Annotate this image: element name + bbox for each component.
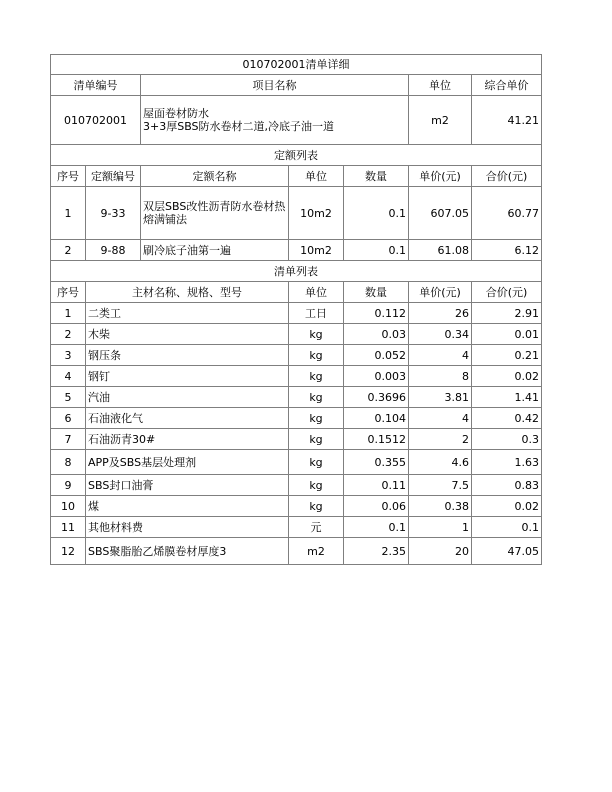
material-name: 二类工	[86, 303, 289, 324]
quota-name-header: 定额名称	[141, 166, 289, 187]
material-qty: 0.1512	[344, 429, 409, 450]
material-rows	[51, 303, 542, 565]
bill-code-header: 清单编号	[51, 75, 141, 96]
material-total: 0.3	[472, 429, 542, 450]
material-unit: kg	[289, 324, 344, 345]
material-total: 1.41	[472, 387, 542, 408]
material-unit: kg	[289, 345, 344, 366]
material-price: 3.81	[409, 387, 472, 408]
material-qty-header: 数量	[344, 282, 409, 303]
quota-price: 607.05	[409, 187, 472, 240]
material-unit: kg	[289, 496, 344, 517]
material-unit: kg	[289, 408, 344, 429]
quota-name: 刷冷底子油第一遍	[141, 240, 289, 261]
material-total: 2.91	[472, 303, 542, 324]
item-unit-header: 单位	[409, 75, 472, 96]
material-total: 47.05	[472, 538, 542, 565]
table-row	[51, 517, 542, 538]
material-price: 4	[409, 408, 472, 429]
material-price: 4	[409, 345, 472, 366]
material-qty: 0.003	[344, 366, 409, 387]
material-name: 钢钉	[86, 366, 289, 387]
table-row	[51, 408, 542, 429]
item-unit-price: 41.21	[472, 96, 542, 145]
material-total: 1.63	[472, 450, 542, 475]
material-name: 其他材料费	[86, 517, 289, 538]
material-no: 8	[51, 450, 86, 475]
material-qty: 0.03	[344, 324, 409, 345]
table-row	[51, 240, 542, 261]
quota-unit-header: 单位	[289, 166, 344, 187]
material-no: 1	[51, 303, 86, 324]
material-no: 4	[51, 366, 86, 387]
table-row	[51, 450, 542, 475]
material-no: 6	[51, 408, 86, 429]
item-name-header: 项目名称	[141, 75, 409, 96]
quota-code: 9-88	[86, 240, 141, 261]
material-unit: kg	[289, 450, 344, 475]
material-unit: kg	[289, 366, 344, 387]
material-total: 0.1	[472, 517, 542, 538]
quota-qty: 0.1	[344, 187, 409, 240]
material-no: 11	[51, 517, 86, 538]
table-row	[51, 345, 542, 366]
material-price: 20	[409, 538, 472, 565]
material-qty: 0.104	[344, 408, 409, 429]
item-name-line2: 3+3厚SBS防水卷材二道,冷底子油一道	[143, 120, 335, 133]
table-row	[51, 538, 542, 565]
quota-section-title: 定额列表	[51, 145, 542, 166]
item-description	[141, 96, 409, 145]
material-name: APP及SBS基层处理剂	[86, 450, 289, 475]
item-unit: m2	[409, 96, 472, 145]
material-unit: 工日	[289, 303, 344, 324]
table-row	[51, 366, 542, 387]
material-total: 0.83	[472, 475, 542, 496]
quota-price-header: 单价(元)	[409, 166, 472, 187]
material-no: 2	[51, 324, 86, 345]
quota-price: 61.08	[409, 240, 472, 261]
table-row	[51, 475, 542, 496]
material-qty: 0.355	[344, 450, 409, 475]
quota-code-header: 定额编号	[86, 166, 141, 187]
table-row	[51, 324, 542, 345]
table-row	[51, 429, 542, 450]
quota-qty-header: 数量	[344, 166, 409, 187]
material-total: 0.21	[472, 345, 542, 366]
material-section-title: 清单列表	[51, 261, 542, 282]
quota-code: 9-33	[86, 187, 141, 240]
quota-unit: 10m2	[289, 240, 344, 261]
material-name: SBS封口油膏	[86, 475, 289, 496]
quota-no-header: 序号	[51, 166, 86, 187]
material-qty: 0.1	[344, 517, 409, 538]
material-no: 10	[51, 496, 86, 517]
material-unit: kg	[289, 475, 344, 496]
table-row	[51, 387, 542, 408]
quota-no: 2	[51, 240, 86, 261]
table-title: 010702001清单详细	[51, 55, 542, 75]
material-price-header: 单价(元)	[409, 282, 472, 303]
material-no: 9	[51, 475, 86, 496]
material-total-header: 合价(元)	[472, 282, 542, 303]
material-name: 石油沥青30#	[86, 429, 289, 450]
material-name: 石油液化气	[86, 408, 289, 429]
material-no: 5	[51, 387, 86, 408]
material-name-header: 主材名称、规格、型号	[86, 282, 289, 303]
bill-code: 010702001	[51, 96, 141, 145]
table-row	[51, 496, 542, 517]
material-name: 钢压条	[86, 345, 289, 366]
material-price: 1	[409, 517, 472, 538]
material-qty: 0.052	[344, 345, 409, 366]
material-no: 12	[51, 538, 86, 565]
table-row	[51, 187, 542, 240]
material-price: 8	[409, 366, 472, 387]
material-total: 0.02	[472, 366, 542, 387]
material-price: 4.6	[409, 450, 472, 475]
material-no-header: 序号	[51, 282, 86, 303]
material-price: 0.38	[409, 496, 472, 517]
material-no: 3	[51, 345, 86, 366]
material-unit: kg	[289, 429, 344, 450]
material-qty: 0.112	[344, 303, 409, 324]
quota-qty: 0.1	[344, 240, 409, 261]
material-qty: 2.35	[344, 538, 409, 565]
material-unit: m2	[289, 538, 344, 565]
material-unit-header: 单位	[289, 282, 344, 303]
item-name-line1: 屋面卷材防水	[143, 107, 209, 120]
table-row	[51, 303, 542, 324]
quota-total: 6.12	[472, 240, 542, 261]
material-price: 26	[409, 303, 472, 324]
material-unit: kg	[289, 387, 344, 408]
material-qty: 0.11	[344, 475, 409, 496]
material-name: 汽油	[86, 387, 289, 408]
material-price: 0.34	[409, 324, 472, 345]
quota-total: 60.77	[472, 187, 542, 240]
material-qty: 0.3696	[344, 387, 409, 408]
material-price: 7.5	[409, 475, 472, 496]
unit-price-header: 综合单价	[472, 75, 542, 96]
material-total: 0.42	[472, 408, 542, 429]
material-name: SBS聚脂胎乙烯膜卷材厚度3	[86, 538, 289, 565]
material-total: 0.01	[472, 324, 542, 345]
material-no: 7	[51, 429, 86, 450]
quota-unit: 10m2	[289, 187, 344, 240]
material-unit: 元	[289, 517, 344, 538]
material-total: 0.02	[472, 496, 542, 517]
material-name: 煤	[86, 496, 289, 517]
quota-no: 1	[51, 187, 86, 240]
material-qty: 0.06	[344, 496, 409, 517]
material-price: 2	[409, 429, 472, 450]
bill-detail-table	[50, 54, 542, 565]
quota-name: 双层SBS改性沥青防水卷材热熔满铺法	[141, 187, 289, 240]
material-name: 木柴	[86, 324, 289, 345]
quota-total-header: 合价(元)	[472, 166, 542, 187]
